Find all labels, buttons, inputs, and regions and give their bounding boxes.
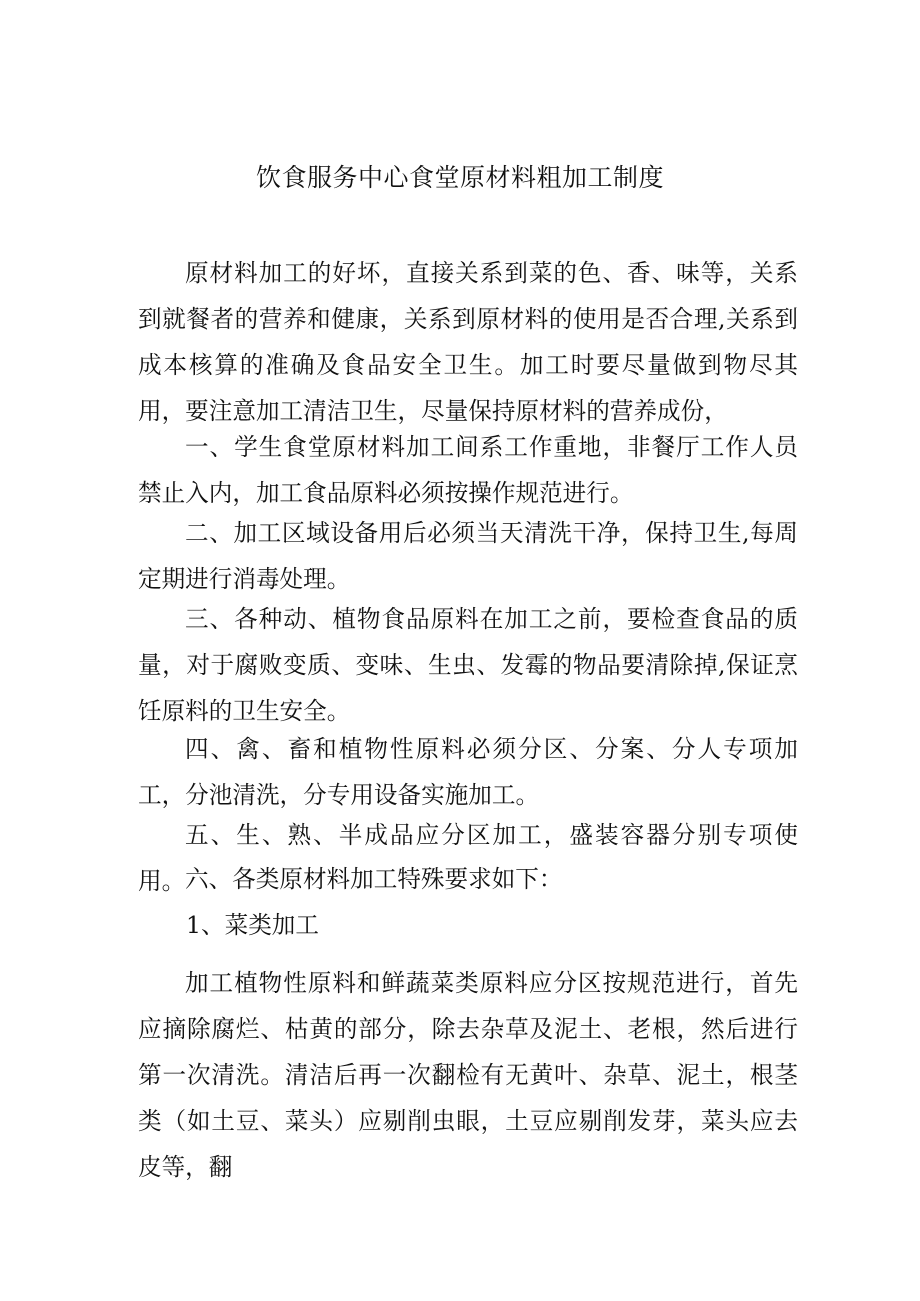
paragraph-intro: 原材料加工的好坏，直接关系到菜的色、香、味等，关系到就餐者的营养和健康，关系到原材料的使用是否合理,关系到成本核算的准确及食品安全卫生。加工时要尽量做到物尽其用，要注意加工清洁卫生，尽量保持原材料的营养成份， [138, 259, 798, 425]
subheading-vegetable-processing: 1、菜类加工 [186, 911, 319, 939]
paragraph-rule-3: 三、各种动、植物食品原料在加工之前，要检查食品的质量，对于腐败变质、变味、生虫、发霉的物品要清除掉,保证烹饪原料的卫生安全。 [138, 605, 798, 725]
paragraph-rule-5: 五、生、熟、半成品应分区加工，盛装容器分别专项使用。 [138, 821, 798, 895]
paragraph-rule-4: 四、禽、畜和植物性原料必须分区、分案、分人专项加工，分池清洗，分专用设备实施加工。 [138, 735, 798, 809]
paragraph-rule-6: 六、各类原材料加工特殊要求如下： [185, 865, 563, 893]
paragraph-rule-2: 二、加工区域设备用后必须当天清洗干净，保持卫生,每周定期进行消毒处理。 [138, 519, 798, 593]
paragraph-rule-1: 一、学生食堂原材料加工间系工作重地，非餐厅工作人员禁止入内，加工食品原料必须按操作规范进行。 [138, 433, 798, 507]
document-title: 饮食服务中心食堂原材料粗加工制度 [255, 163, 664, 192]
paragraph-vegetable-processing: 加工植物性原料和鲜蔬菜类原料应分区按规范进行，首先应摘除腐烂、枯黄的部分，除去杂草及泥土、老根，然后进行第一次清洗。清洁后再一次翻检有无黄叶、杂草、泥土，根茎类（如土豆、菜头）应剔削虫眼，土豆应剔削发芽，菜头应去皮等，翻 [138, 969, 798, 1181]
